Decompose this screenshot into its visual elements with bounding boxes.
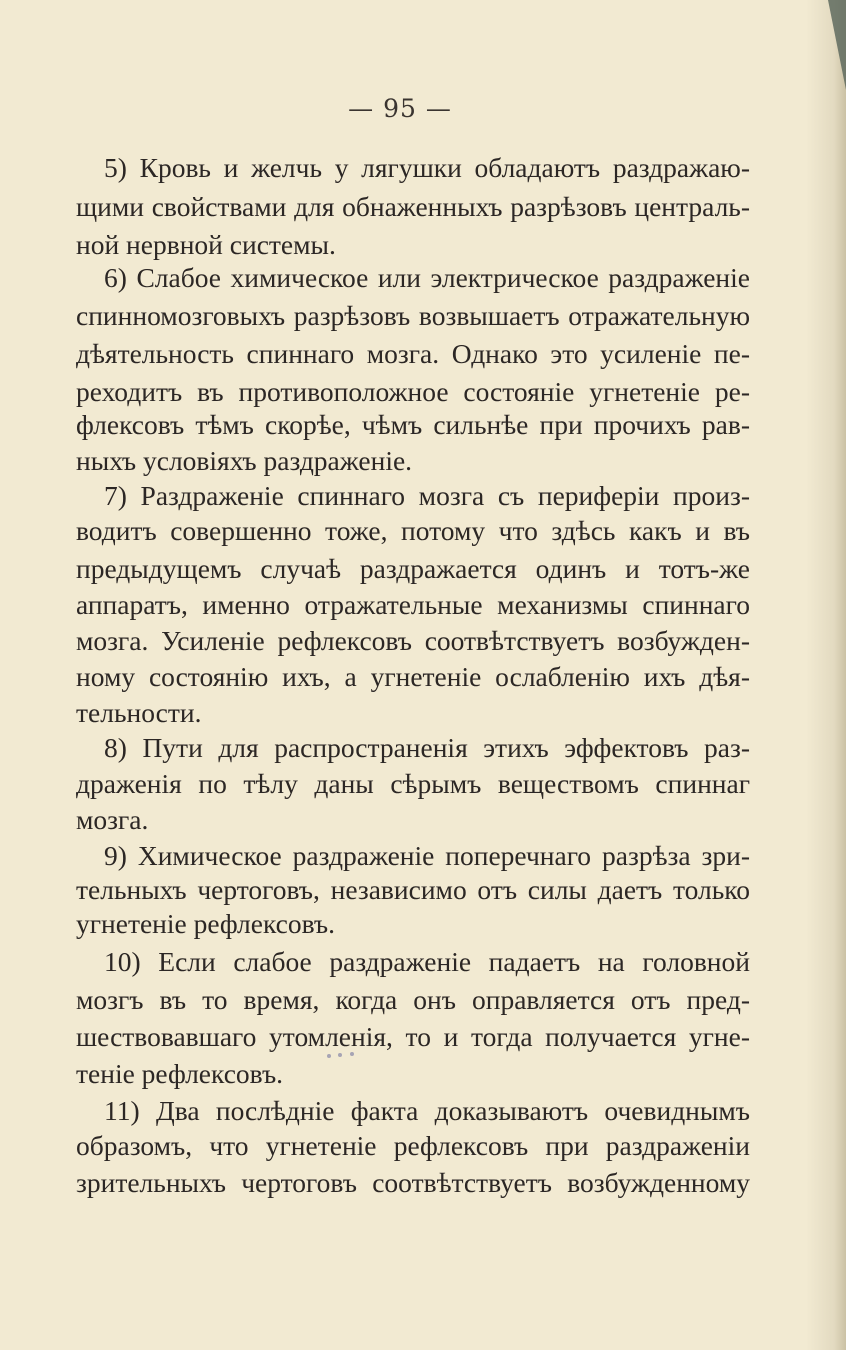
text-line: мозгъ въ то время, когда онъ оправляется отъ пред-: [76, 984, 750, 1015]
text-line: теніе рефлексовъ.: [76, 1058, 284, 1089]
text-line: ныхъ условіяхъ раздраженіе.: [76, 445, 413, 476]
ink-speck: [338, 1053, 342, 1057]
torn-corner: [816, 0, 846, 90]
text-line: драженія по тѣлу даны сѣрымъ веществомъ спиннаг: [76, 768, 750, 799]
text-line: аппаратъ, именно отражательные механизмы спиннаго: [76, 589, 750, 620]
text-line: предыдущемъ случаѣ раздражается одинъ и тотъ-же: [76, 553, 750, 584]
text-line: 8) Пути для распространенія этихъ эффектовъ раз-: [104, 732, 750, 763]
text-line: зрительныхъ чертоговъ соотвѣтствуетъ возбужденному: [76, 1167, 750, 1198]
text-line: образомъ, что угнетеніе рефлексовъ при раздраженіи: [76, 1130, 750, 1161]
text-line: спинномозговыхъ разрѣзовъ возвышаетъ отражательную: [76, 300, 750, 331]
text-line: 5) Кровь и желчь у лягушки обладаютъ раздражаю-: [104, 152, 750, 183]
text-line: 10) Если слабое раздраженіе падаетъ на головной: [104, 946, 750, 977]
text-line: 11) Два послѣдніе факта доказываютъ очевиднымъ: [104, 1095, 750, 1126]
page-number: — 95 —: [348, 94, 452, 123]
text-line: ному состоянію ихъ, а угнетеніе ослабленію ихъ дѣя-: [76, 661, 750, 692]
text-line: дѣятельность спиннаго мозга. Однако это усиленіе пе-: [76, 338, 750, 369]
text-line: водитъ совершенно тоже, потому что здѣсь какъ и въ: [76, 515, 750, 546]
text-line: щими свойствами для обнаженныхъ разрѣзовъ централь-: [76, 191, 750, 222]
text-line: мозга. Усиленіе рефлексовъ соотвѣтствуетъ возбужден-: [76, 625, 750, 656]
text-line: флексовъ тѣмъ скорѣе, чѣмъ сильнѣе при прочихъ рав-: [76, 409, 750, 440]
text-line: 7) Раздраженіе спиннаго мозга съ периферіи произ-: [104, 480, 750, 511]
text-line: шествовавшаго утомленія, то и тогда получается угне-: [76, 1021, 750, 1052]
text-line: ной нервной системы.: [76, 229, 336, 260]
text-line: угнетеніе рефлексовъ.: [76, 908, 335, 939]
text-line: тельности.: [76, 697, 202, 728]
text-line: мозга.: [76, 804, 149, 835]
text-line: 9) Химическое раздраженіе поперечнаго разрѣза зри-: [104, 840, 750, 871]
page-edge-shadow: [806, 0, 846, 1350]
text-line: реходитъ въ противоположное состояніе угнетеніе ре-: [76, 376, 750, 407]
text-line: тельныхъ чертоговъ, независимо отъ силы даетъ только: [76, 874, 750, 905]
text-line: 6) Слабое химическое или электрическое раздраженіе: [104, 262, 750, 293]
